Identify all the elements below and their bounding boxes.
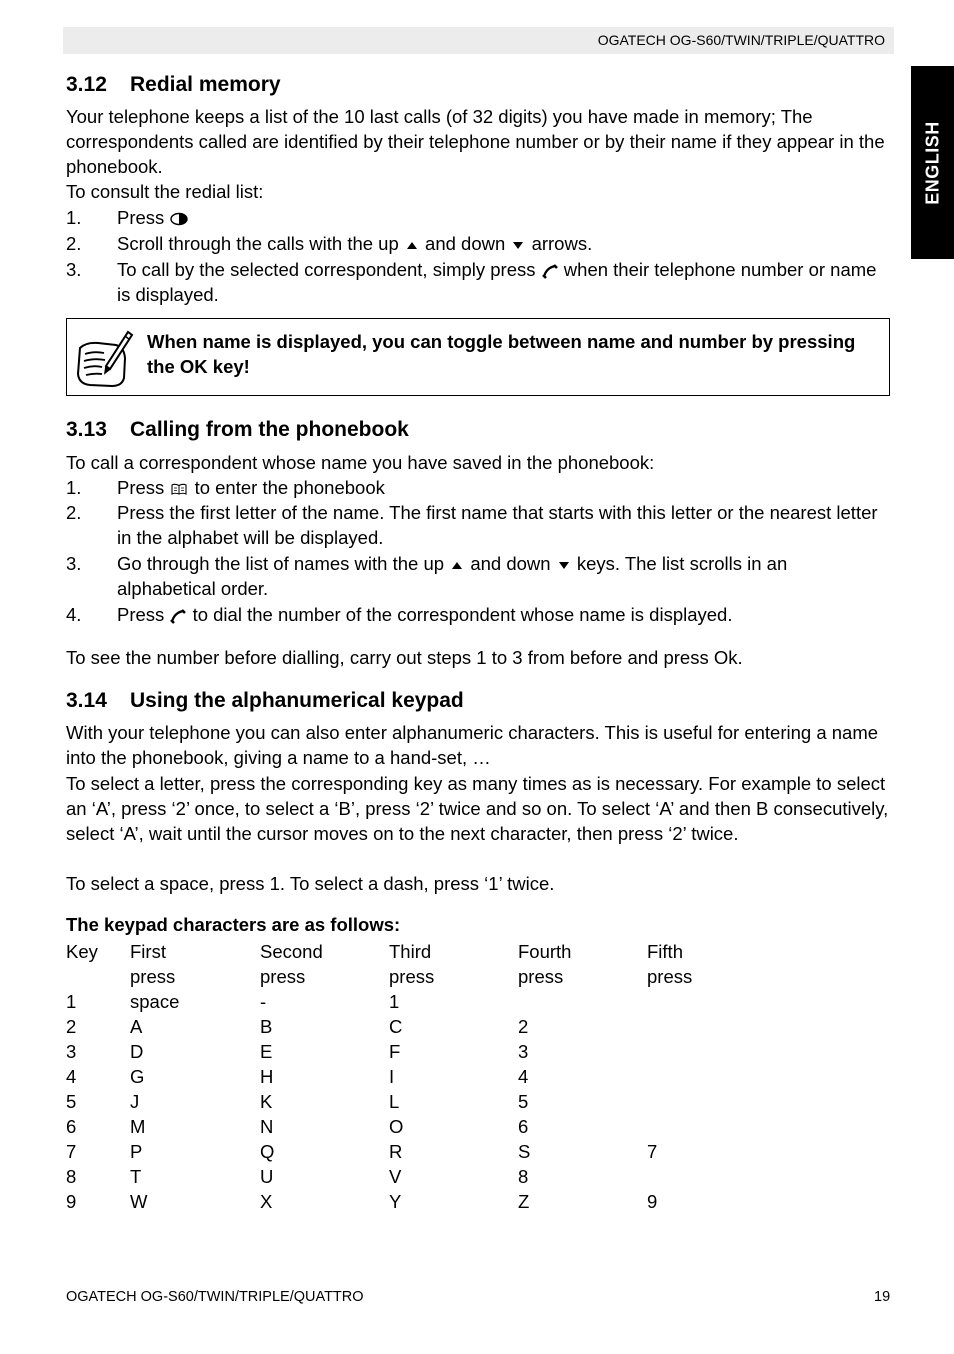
table-cell: S [518,1141,531,1162]
table-cell: H [260,1066,274,1087]
note-pencil-icon [72,326,134,390]
language-tab-label: ENGLISH [922,120,942,205]
up-arrow-icon [449,559,465,571]
section-3-12-intro: Your telephone keeps a list of the 10 last calls (of 32 digits) you have made in memory; The correspondents called are identified by their telephone number or by their name if they appear in the phonebook. [66,106,885,177]
page-number: 19 [874,1289,891,1305]
note-text: When name is displayed, you can toggle between name and number by pressing the OK key! [147,331,856,377]
footer-title: OGATECH OG-S60/TWIN/TRIPLE/QUATTRO [66,1289,364,1305]
table-cell: 3 [66,1041,77,1062]
table-cell: 6 [518,1116,529,1137]
table-cell: press [130,966,176,987]
table-cell: 8 [518,1166,529,1187]
table-cell: N [260,1116,274,1137]
table-cell: 7 [66,1141,77,1162]
table-cell: M [130,1116,146,1137]
down-arrow-icon [510,239,526,251]
up-arrow-icon [404,239,420,251]
table-cell: T [130,1166,142,1187]
table-cell: 5 [66,1091,77,1112]
table-cell: Third [389,941,432,962]
table-cell: 4 [518,1066,529,1087]
table-cell: 7 [647,1141,658,1162]
table-cell: Z [518,1191,530,1212]
table-cell: Q [260,1141,275,1162]
table-cell: L [389,1091,400,1112]
section-3-14-heading: 3.14 Using the alphanumerical keypad [66,689,464,712]
note-box [66,318,890,396]
table-cell: F [389,1041,401,1062]
page-header [63,27,894,54]
language-tab [911,66,954,259]
table-cell: - [260,991,267,1012]
section-3-14-select-space: To select a space, press 1. To select a dash, press ‘1’ twice. [66,873,555,894]
table-cell: First [130,941,166,962]
keypad-table-title: The keypad characters are as follows: [66,914,401,935]
table-cell: 1 [66,991,77,1012]
section-3-12-consult: To consult the redial list: [66,181,264,202]
table-cell: O [389,1116,404,1137]
call-key-icon [541,263,559,279]
table-cell: Key [66,941,98,962]
table-cell: 2 [66,1016,77,1037]
table-cell: 6 [66,1116,77,1137]
table-cell: X [260,1191,273,1212]
table-cell: Y [389,1191,402,1212]
table-cell: D [130,1041,144,1062]
redial-key-icon [169,212,189,226]
phonebook-key-icon [169,482,189,496]
section-3-13-intro: To call a correspondent whose name you have saved in the phonebook: [66,452,655,473]
table-cell: space [130,991,180,1012]
section-3-12-heading: 3.12 Redial memory [66,73,281,96]
table-cell: P [130,1141,143,1162]
table-cell: G [130,1066,145,1087]
table-cell: press [518,966,564,987]
table-cell: K [260,1091,273,1112]
table-cell: R [389,1141,403,1162]
table-cell: Second [260,941,323,962]
table-cell: 1 [389,991,400,1012]
table-cell: E [260,1041,273,1062]
down-arrow-icon [556,559,572,571]
table-cell: A [130,1016,143,1037]
table-cell: Fourth [518,941,572,962]
table-cell: 9 [66,1191,77,1212]
section-3-14-intro: With your telephone you can also enter alphanumeric characters. This is useful for entering a name into the phonebook, giving a name to a hand-set, … [66,722,879,768]
table-cell: V [389,1166,402,1187]
table-cell: press [647,966,693,987]
table-cell: B [260,1016,273,1037]
table-cell: I [389,1066,395,1087]
table-cell: 4 [66,1066,77,1087]
table-cell: press [260,966,306,987]
table-cell: Fifth [647,941,683,962]
call-key-icon [169,608,187,624]
table-cell: W [130,1191,148,1212]
table-cell: 2 [518,1016,529,1037]
table-cell: 3 [518,1041,529,1062]
section-3-13-tip: To see the number before dialling, carry out steps 1 to 3 from before and press Ok. [66,647,743,668]
section-3-13-heading: 3.13 Calling from the phonebook [66,418,409,441]
table-cell: 9 [647,1191,658,1212]
table-cell: J [130,1091,140,1112]
table-cell: press [389,966,435,987]
table-cell: U [260,1166,274,1187]
section-3-14-select-letter: To select a letter, press the corresponding key as many times as is necessary. For example to select an ‘A’, press ‘2’ once, to select a ‘B’, press ‘2’ twice and so on. To select ‘A’ and then B consecutively, select ‘A’, wait until the cursor moves on to the next character, then press ‘2’ twice. [66,773,889,844]
table-cell: C [389,1016,403,1037]
table-cell: 8 [66,1166,77,1187]
table-cell: 5 [518,1091,529,1112]
header-title: OGATECH OG-S60/TWIN/TRIPLE/QUATTRO [597,32,885,48]
